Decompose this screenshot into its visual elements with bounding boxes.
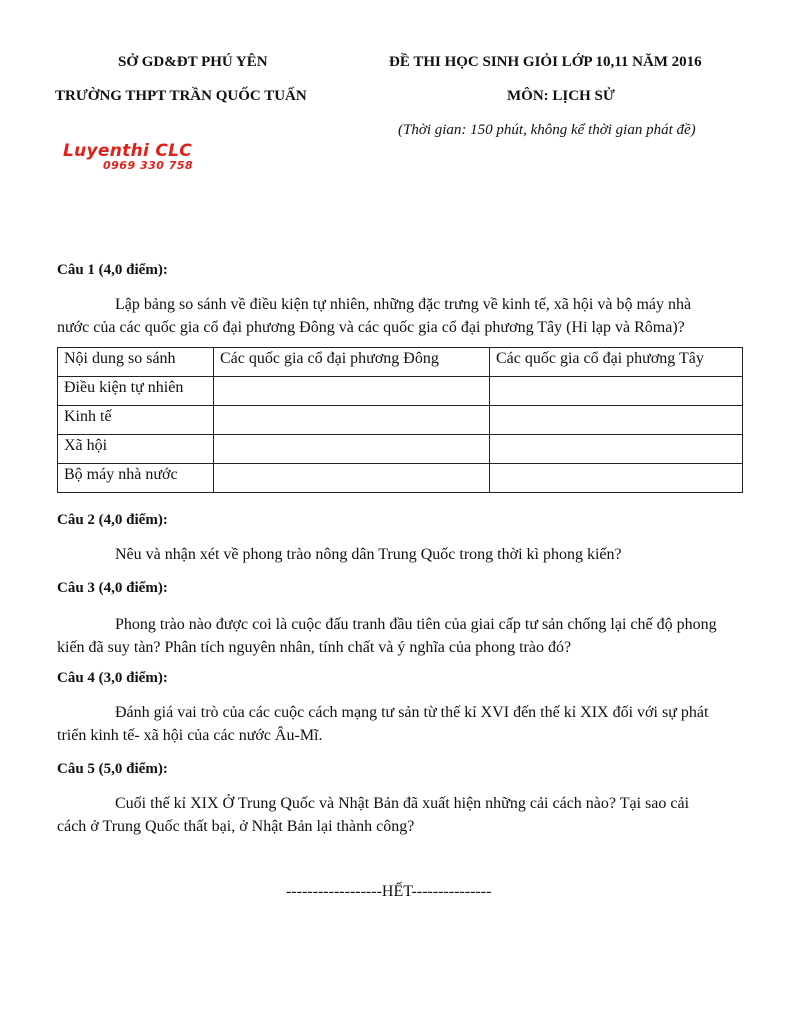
question-3-line-2: kiến đã suy tàn? Phân tích nguyên nhân, tính chất và ý nghĩa của phong trào đó? — [57, 639, 572, 656]
question-3-text — [57, 613, 757, 659]
table-cell — [214, 406, 490, 435]
table-row-label: Kinh tế — [58, 406, 214, 435]
table-row-label: Điều kiện tự nhiên — [58, 377, 214, 406]
logo — [63, 141, 223, 172]
logo-name: Luyenthi CLC — [63, 141, 193, 161]
end-marker: ------------------HẾT--------------- — [286, 883, 492, 900]
table-cell — [214, 464, 490, 493]
table-row-label: Xã hội — [58, 435, 214, 464]
question-3-title: Câu 3 (4,0 điểm): — [57, 580, 168, 596]
table-cell — [490, 464, 743, 493]
table-header-cell: Các quốc gia cổ đại phương Đông — [214, 348, 490, 377]
question-3-line-1: Phong trào nào được coi là cuộc đấu tranh đầu tiên của giai cấp tư sản chống lại chế độ phong — [115, 616, 717, 633]
question-5-text — [57, 792, 757, 838]
question-1-line-1: Lập bảng so sánh về điều kiện tự nhiên, những đặc trưng về kinh tế, xã hội và bộ máy nhà — [115, 296, 692, 313]
table-cell — [214, 435, 490, 464]
question-4-title: Câu 4 (3,0 điểm): — [57, 670, 168, 686]
table-row — [58, 435, 743, 464]
table-row — [58, 406, 743, 435]
question-1-text — [57, 293, 757, 339]
question-1-title: Câu 1 (4,0 điểm): — [57, 262, 168, 278]
question-5-line-1: Cuối thế kỉ XIX Ở Trung Quốc và Nhật Bản đã xuất hiện những cải cách nào? Tại sao cải — [115, 795, 690, 812]
table-row — [58, 377, 743, 406]
question-1-line-2: nước của các quốc gia cổ đại phương Đông và các quốc gia cổ đại phương Tây (Hi lạp và Rôma)? — [57, 319, 685, 336]
exam-title: ĐỀ THI HỌC SINH GIỎI LỚP 10,11 NĂM 2016 — [389, 54, 702, 70]
table-row — [58, 464, 743, 493]
question-4-text — [57, 701, 757, 747]
table-cell — [214, 377, 490, 406]
question-4-line-1: Đánh giá vai trò của các cuộc cách mạng tư sản từ thế kỉ XVI đến thế kỉ XIX đối với sự phát — [115, 704, 709, 721]
table-header-cell: Các quốc gia cổ đại phương Tây — [490, 348, 743, 377]
time-note: (Thời gian: 150 phút, không kể thời gian phát đề) — [398, 122, 696, 138]
table-header-row — [58, 348, 743, 377]
subject-title: MÔN: LỊCH SỬ — [507, 88, 615, 104]
question-2-text — [57, 543, 757, 566]
table-row-label: Bộ máy nhà nước — [58, 464, 214, 493]
question-4-line-2: triển kinh tế- xã hội của các nước Âu-Mĩ. — [57, 727, 323, 744]
question-5-line-2: cách ở Trung Quốc thất bại, ở Nhật Bản lại thành công? — [57, 818, 415, 835]
question-2-line-1: Nêu và nhận xét về phong trào nông dân Trung Quốc trong thời kì phong kiến? — [115, 546, 622, 563]
department-name: SỞ GD&ĐT PHÚ YÊN — [118, 54, 268, 70]
table-cell — [490, 377, 743, 406]
question-5-title: Câu 5 (5,0 điểm): — [57, 761, 168, 777]
comparison-table — [57, 347, 743, 493]
logo-phone: 0969 330 758 — [103, 159, 194, 172]
table-cell — [490, 406, 743, 435]
question-2-title: Câu 2 (4,0 điểm): — [57, 512, 168, 528]
table-cell — [490, 435, 743, 464]
school-name: TRƯỜNG THPT TRẦN QUỐC TUẤN — [55, 88, 307, 104]
table-header-cell: Nội dung so sánh — [58, 348, 214, 377]
